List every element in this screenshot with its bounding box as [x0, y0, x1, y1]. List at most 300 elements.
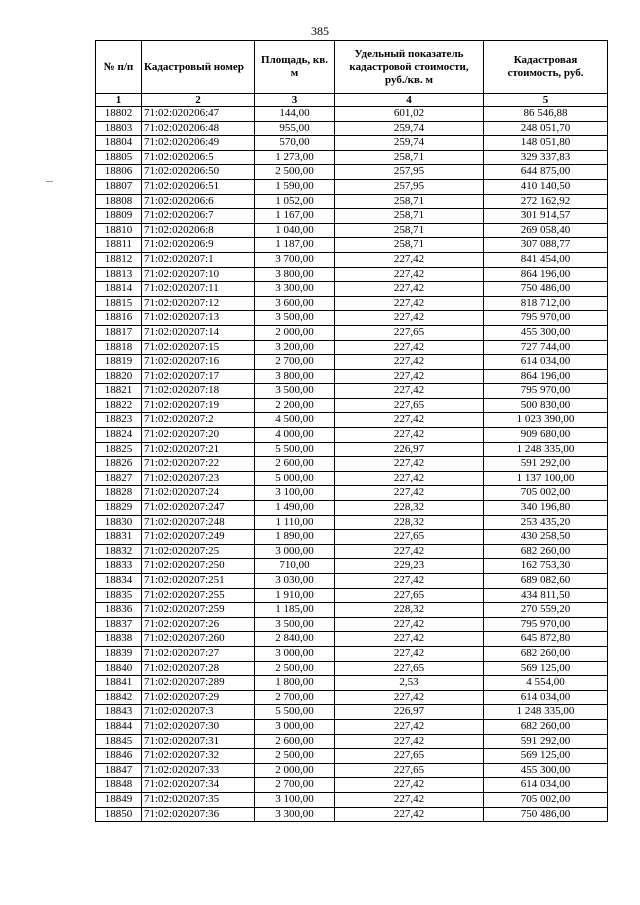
table-row [96, 369, 608, 384]
unit-value-cell: 226,97 [335, 442, 484, 457]
table-row [96, 603, 608, 618]
cadastral-number-cell: 71:02:020206:8 [142, 223, 255, 238]
table-row [96, 778, 608, 793]
table-row [96, 398, 608, 413]
table-row [96, 792, 608, 807]
unit-value-cell: 227,42 [335, 807, 484, 822]
row-number-cell: 18830 [96, 515, 142, 530]
area-cell: 3 300,00 [255, 807, 335, 822]
unit-value-cell: 227,42 [335, 574, 484, 589]
cadastral-number-cell: 71:02:020206:50 [142, 165, 255, 180]
table-row [96, 267, 608, 282]
table-row [96, 617, 608, 632]
row-number-cell: 18802 [96, 107, 142, 122]
area-cell: 1 273,00 [255, 150, 335, 165]
cadastral-number-cell: 71:02:020207:248 [142, 515, 255, 530]
area-cell: 3 800,00 [255, 369, 335, 384]
area-cell: 1 890,00 [255, 530, 335, 545]
row-number-cell: 18834 [96, 574, 142, 589]
row-number-cell: 18828 [96, 486, 142, 501]
table-row [96, 501, 608, 516]
table-row [96, 471, 608, 486]
row-number-cell: 18814 [96, 282, 142, 297]
table-row [96, 457, 608, 472]
area-cell: 3 500,00 [255, 384, 335, 399]
cadastral-number-cell: 71:02:020207:17 [142, 369, 255, 384]
area-cell: 2 200,00 [255, 398, 335, 413]
unit-value-cell: 257,95 [335, 165, 484, 180]
row-number-cell: 18832 [96, 544, 142, 559]
cadastral-number-cell: 71:02:020207:2 [142, 413, 255, 428]
col-header-area: Площадь, кв. м [255, 41, 335, 94]
area-cell: 3 700,00 [255, 252, 335, 267]
cadastral-number-cell: 71:02:020207:36 [142, 807, 255, 822]
cadastral-value-cell: 329 337,83 [484, 150, 608, 165]
table-row [96, 719, 608, 734]
header-row [96, 41, 608, 94]
table-row [96, 340, 608, 355]
cadastral-number-cell: 71:02:020207:33 [142, 763, 255, 778]
cadastral-number-cell: 71:02:020207:1 [142, 252, 255, 267]
table-row [96, 530, 608, 545]
cadastral-value-cell: 500 830,00 [484, 398, 608, 413]
row-number-cell: 18815 [96, 296, 142, 311]
table-row [96, 252, 608, 267]
row-number-cell: 18822 [96, 398, 142, 413]
row-number-cell: 18807 [96, 179, 142, 194]
cadastral-value-cell: 269 058,40 [484, 223, 608, 238]
unit-value-cell: 227,42 [335, 296, 484, 311]
area-cell: 2 500,00 [255, 165, 335, 180]
area-cell: 1 110,00 [255, 515, 335, 530]
cadastral-number-cell: 71:02:020206:47 [142, 107, 255, 122]
row-number-cell: 18848 [96, 778, 142, 793]
cadastral-value-cell: 410 140,50 [484, 179, 608, 194]
cadastral-value-cell: 430 258,50 [484, 530, 608, 545]
cadastral-number-cell: 71:02:020207:10 [142, 267, 255, 282]
table-body [96, 107, 608, 822]
row-number-cell: 18817 [96, 325, 142, 340]
cadastral-number-cell: 71:02:020207:34 [142, 778, 255, 793]
cadastral-number-cell: 71:02:020206:6 [142, 194, 255, 209]
table-row [96, 238, 608, 253]
table-row [96, 807, 608, 822]
cadastral-value-cell: 301 914,57 [484, 209, 608, 224]
area-cell: 3 000,00 [255, 646, 335, 661]
row-number-cell: 18845 [96, 734, 142, 749]
table-row [96, 749, 608, 764]
area-cell: 1 490,00 [255, 501, 335, 516]
cadastral-value-cell: 434 811,50 [484, 588, 608, 603]
row-number-cell: 18835 [96, 588, 142, 603]
unit-value-cell: 259,74 [335, 136, 484, 151]
cadastral-value-cell: 1 137 100,00 [484, 471, 608, 486]
area-cell: 3 500,00 [255, 311, 335, 326]
area-cell: 2 600,00 [255, 734, 335, 749]
cadastral-value-cell: 455 300,00 [484, 325, 608, 340]
row-number-cell: 18803 [96, 121, 142, 136]
area-cell: 2 700,00 [255, 778, 335, 793]
unit-value-cell: 227,65 [335, 661, 484, 676]
table-row [96, 588, 608, 603]
unit-value-cell: 229,23 [335, 559, 484, 574]
table-header [96, 41, 608, 107]
cadastral-number-cell: 71:02:020207:11 [142, 282, 255, 297]
area-cell: 2 000,00 [255, 763, 335, 778]
area-cell: 3 030,00 [255, 574, 335, 589]
unit-value-cell: 228,32 [335, 515, 484, 530]
area-cell: 3 600,00 [255, 296, 335, 311]
col-index-5: 5 [484, 94, 608, 107]
cadastral-table [95, 40, 608, 822]
cadastral-number-cell: 71:02:020206:7 [142, 209, 255, 224]
cadastral-number-cell: 71:02:020206:48 [142, 121, 255, 136]
cadastral-value-cell: 795 970,00 [484, 617, 608, 632]
unit-value-cell: 227,42 [335, 252, 484, 267]
cadastral-number-cell: 71:02:020207:28 [142, 661, 255, 676]
unit-value-cell: 227,42 [335, 311, 484, 326]
row-number-cell: 18820 [96, 369, 142, 384]
area-cell: 5 500,00 [255, 705, 335, 720]
col-header-unit-value: Удельный показатель кадастровой стоимости, руб./кв. м [335, 41, 484, 94]
unit-value-cell: 258,71 [335, 209, 484, 224]
row-number-cell: 18840 [96, 661, 142, 676]
unit-value-cell: 228,32 [335, 603, 484, 618]
area-cell: 5 500,00 [255, 442, 335, 457]
column-index-row [96, 94, 608, 107]
row-number-cell: 18824 [96, 428, 142, 443]
cadastral-number-cell: 71:02:020207:21 [142, 442, 255, 457]
cadastral-number-cell: 71:02:020207:19 [142, 398, 255, 413]
table-row [96, 107, 608, 122]
unit-value-cell: 227,42 [335, 544, 484, 559]
unit-value-cell: 228,32 [335, 501, 484, 516]
cadastral-value-cell: 645 872,80 [484, 632, 608, 647]
row-number-cell: 18846 [96, 749, 142, 764]
cadastral-value-cell: 270 559,20 [484, 603, 608, 618]
area-cell: 955,00 [255, 121, 335, 136]
cadastral-number-cell: 71:02:020207:247 [142, 501, 255, 516]
area-cell: 1 590,00 [255, 179, 335, 194]
area-cell: 3 000,00 [255, 544, 335, 559]
cadastral-value-cell: 705 002,00 [484, 792, 608, 807]
table-row [96, 121, 608, 136]
unit-value-cell: 227,42 [335, 632, 484, 647]
table-row [96, 544, 608, 559]
cadastral-number-cell: 71:02:020207:35 [142, 792, 255, 807]
cadastral-value-cell: 1 248 335,00 [484, 705, 608, 720]
page-number: 385 [311, 24, 329, 38]
cadastral-value-cell: 614 034,00 [484, 690, 608, 705]
cadastral-number-cell: 71:02:020207:12 [142, 296, 255, 311]
row-number-cell: 18816 [96, 311, 142, 326]
unit-value-cell: 227,65 [335, 588, 484, 603]
unit-value-cell: 227,42 [335, 384, 484, 399]
area-cell: 3 000,00 [255, 719, 335, 734]
row-number-cell: 18821 [96, 384, 142, 399]
area-cell: 1 040,00 [255, 223, 335, 238]
table-row [96, 355, 608, 370]
cadastral-value-cell: 569 125,00 [484, 661, 608, 676]
table-row [96, 325, 608, 340]
unit-value-cell: 259,74 [335, 121, 484, 136]
cadastral-number-cell: 71:02:020206:9 [142, 238, 255, 253]
cadastral-number-cell: 71:02:020207:18 [142, 384, 255, 399]
col-header-number: № п/п [96, 41, 142, 94]
table-row [96, 559, 608, 574]
unit-value-cell: 227,42 [335, 267, 484, 282]
area-cell: 570,00 [255, 136, 335, 151]
cadastral-number-cell: 71:02:020206:51 [142, 179, 255, 194]
cadastral-number-cell: 71:02:020207:3 [142, 705, 255, 720]
row-number-cell: 18841 [96, 676, 142, 691]
area-cell: 1 185,00 [255, 603, 335, 618]
area-cell: 2 700,00 [255, 690, 335, 705]
row-number-cell: 18804 [96, 136, 142, 151]
unit-value-cell: 227,42 [335, 778, 484, 793]
area-cell: 2 840,00 [255, 632, 335, 647]
table-row [96, 428, 608, 443]
area-cell: 3 500,00 [255, 617, 335, 632]
unit-value-cell: 227,42 [335, 369, 484, 384]
cadastral-value-cell: 841 454,00 [484, 252, 608, 267]
unit-value-cell: 227,42 [335, 340, 484, 355]
table-row [96, 311, 608, 326]
cadastral-number-cell: 71:02:020207:260 [142, 632, 255, 647]
unit-value-cell: 227,42 [335, 719, 484, 734]
table-row [96, 632, 608, 647]
cadastral-value-cell: 272 162,92 [484, 194, 608, 209]
row-number-cell: 18825 [96, 442, 142, 457]
area-cell: 5 000,00 [255, 471, 335, 486]
area-cell: 2 500,00 [255, 749, 335, 764]
cadastral-value-cell: 795 970,00 [484, 384, 608, 399]
col-header-cadastral-value: Кадастровая стоимость, руб. [484, 41, 608, 94]
cadastral-value-cell: 644 875,00 [484, 165, 608, 180]
cadastral-value-cell: 455 300,00 [484, 763, 608, 778]
row-number-cell: 18849 [96, 792, 142, 807]
unit-value-cell: 2,53 [335, 676, 484, 691]
unit-value-cell: 227,42 [335, 471, 484, 486]
row-number-cell: 18819 [96, 355, 142, 370]
area-cell: 3 100,00 [255, 792, 335, 807]
table-row [96, 676, 608, 691]
cadastral-value-cell: 750 486,00 [484, 807, 608, 822]
cadastral-value-cell: 162 753,30 [484, 559, 608, 574]
cadastral-value-cell: 591 292,00 [484, 457, 608, 472]
table-row [96, 296, 608, 311]
area-cell: 2 600,00 [255, 457, 335, 472]
area-cell: 144,00 [255, 107, 335, 122]
cadastral-value-cell: 682 260,00 [484, 719, 608, 734]
table-row [96, 150, 608, 165]
cadastral-value-cell: 1 023 390,00 [484, 413, 608, 428]
cadastral-value-cell: 248 051,70 [484, 121, 608, 136]
table-row [96, 705, 608, 720]
cadastral-number-cell: 71:02:020207:259 [142, 603, 255, 618]
row-number-cell: 18847 [96, 763, 142, 778]
area-cell: 3 300,00 [255, 282, 335, 297]
cadastral-value-cell: 909 680,00 [484, 428, 608, 443]
cadastral-number-cell: 71:02:020207:250 [142, 559, 255, 574]
cadastral-number-cell: 71:02:020207:251 [142, 574, 255, 589]
cadastral-number-cell: 71:02:020207:31 [142, 734, 255, 749]
row-number-cell: 18810 [96, 223, 142, 238]
cadastral-number-cell: 71:02:020207:26 [142, 617, 255, 632]
table-row [96, 136, 608, 151]
table-row [96, 646, 608, 661]
cadastral-value-cell: 614 034,00 [484, 778, 608, 793]
table-row [96, 486, 608, 501]
cadastral-number-cell: 71:02:020207:14 [142, 325, 255, 340]
row-number-cell: 18812 [96, 252, 142, 267]
col-index-3: 3 [255, 94, 335, 107]
cadastral-number-cell: 71:02:020207:16 [142, 355, 255, 370]
cadastral-value-cell: 614 034,00 [484, 355, 608, 370]
cadastral-value-cell: 818 712,00 [484, 296, 608, 311]
unit-value-cell: 258,71 [335, 238, 484, 253]
cadastral-number-cell: 71:02:020207:20 [142, 428, 255, 443]
cadastral-number-cell: 71:02:020207:22 [142, 457, 255, 472]
row-number-cell: 18850 [96, 807, 142, 822]
unit-value-cell: 227,42 [335, 646, 484, 661]
col-index-2: 2 [142, 94, 255, 107]
area-cell: 2 500,00 [255, 661, 335, 676]
cadastral-value-cell: 307 088,77 [484, 238, 608, 253]
unit-value-cell: 227,42 [335, 355, 484, 370]
row-number-cell: 18811 [96, 238, 142, 253]
col-index-4: 4 [335, 94, 484, 107]
cadastral-value-cell: 864 196,00 [484, 369, 608, 384]
unit-value-cell: 226,97 [335, 705, 484, 720]
area-cell: 3 100,00 [255, 486, 335, 501]
cadastral-value-cell: 253 435,20 [484, 515, 608, 530]
unit-value-cell: 227,65 [335, 763, 484, 778]
unit-value-cell: 227,42 [335, 457, 484, 472]
cadastral-number-cell: 71:02:020207:32 [142, 749, 255, 764]
row-number-cell: 18839 [96, 646, 142, 661]
area-cell: 710,00 [255, 559, 335, 574]
row-number-cell: 18829 [96, 501, 142, 516]
cadastral-value-cell: 727 744,00 [484, 340, 608, 355]
cadastral-number-cell: 71:02:020207:289 [142, 676, 255, 691]
cadastral-number-cell: 71:02:020207:255 [142, 588, 255, 603]
area-cell: 1 187,00 [255, 238, 335, 253]
table-row [96, 282, 608, 297]
row-number-cell: 18838 [96, 632, 142, 647]
area-cell: 1 052,00 [255, 194, 335, 209]
row-number-cell: 18826 [96, 457, 142, 472]
col-header-cadastral-number: Кадастровый номер [142, 41, 255, 94]
unit-value-cell: 227,65 [335, 398, 484, 413]
unit-value-cell: 258,71 [335, 194, 484, 209]
cadastral-value-cell: 148 051,80 [484, 136, 608, 151]
row-number-cell: 18823 [96, 413, 142, 428]
table-row [96, 223, 608, 238]
cadastral-number-cell: 71:02:020206:49 [142, 136, 255, 151]
row-number-cell: 18833 [96, 559, 142, 574]
row-number-cell: 18842 [96, 690, 142, 705]
margin-mark [46, 181, 53, 182]
unit-value-cell: 227,42 [335, 690, 484, 705]
row-number-cell: 18831 [96, 530, 142, 545]
area-cell: 2 000,00 [255, 325, 335, 340]
cadastral-value-cell: 569 125,00 [484, 749, 608, 764]
row-number-cell: 18827 [96, 471, 142, 486]
unit-value-cell: 227,65 [335, 325, 484, 340]
unit-value-cell: 227,42 [335, 413, 484, 428]
unit-value-cell: 227,42 [335, 617, 484, 632]
unit-value-cell: 227,42 [335, 282, 484, 297]
unit-value-cell: 258,71 [335, 150, 484, 165]
cadastral-value-cell: 86 546,88 [484, 107, 608, 122]
row-number-cell: 18808 [96, 194, 142, 209]
table-row [96, 661, 608, 676]
table-row [96, 165, 608, 180]
cadastral-value-cell: 750 486,00 [484, 282, 608, 297]
area-cell: 4 500,00 [255, 413, 335, 428]
table-row [96, 179, 608, 194]
unit-value-cell: 227,42 [335, 486, 484, 501]
area-cell: 1 800,00 [255, 676, 335, 691]
cadastral-value-cell: 682 260,00 [484, 646, 608, 661]
unit-value-cell: 227,42 [335, 734, 484, 749]
table-row [96, 209, 608, 224]
row-number-cell: 18806 [96, 165, 142, 180]
unit-value-cell: 601,02 [335, 107, 484, 122]
cadastral-number-cell: 71:02:020207:24 [142, 486, 255, 501]
row-number-cell: 18843 [96, 705, 142, 720]
table-row [96, 384, 608, 399]
cadastral-number-cell: 71:02:020207:249 [142, 530, 255, 545]
row-number-cell: 18836 [96, 603, 142, 618]
table-row [96, 515, 608, 530]
table-row [96, 442, 608, 457]
area-cell: 1 910,00 [255, 588, 335, 603]
row-number-cell: 18809 [96, 209, 142, 224]
unit-value-cell: 257,95 [335, 179, 484, 194]
cadastral-value-cell: 591 292,00 [484, 734, 608, 749]
unit-value-cell: 258,71 [335, 223, 484, 238]
table-row [96, 413, 608, 428]
row-number-cell: 18818 [96, 340, 142, 355]
cadastral-number-cell: 71:02:020207:25 [142, 544, 255, 559]
area-cell: 3 200,00 [255, 340, 335, 355]
area-cell: 1 167,00 [255, 209, 335, 224]
col-index-1: 1 [96, 94, 142, 107]
cadastral-number-cell: 71:02:020207:27 [142, 646, 255, 661]
cadastral-value-cell: 864 196,00 [484, 267, 608, 282]
cadastral-value-cell: 1 248 335,00 [484, 442, 608, 457]
cadastral-value-cell: 4 554,00 [484, 676, 608, 691]
row-number-cell: 18805 [96, 150, 142, 165]
cadastral-number-cell: 71:02:020207:30 [142, 719, 255, 734]
table-row [96, 734, 608, 749]
cadastral-value-cell: 689 082,60 [484, 574, 608, 589]
area-cell: 3 800,00 [255, 267, 335, 282]
table-row [96, 690, 608, 705]
table-row [96, 194, 608, 209]
cadastral-number-cell: 71:02:020207:13 [142, 311, 255, 326]
area-cell: 2 700,00 [255, 355, 335, 370]
cadastral-value-cell: 340 196,80 [484, 501, 608, 516]
row-number-cell: 18844 [96, 719, 142, 734]
unit-value-cell: 227,65 [335, 530, 484, 545]
unit-value-cell: 227,42 [335, 428, 484, 443]
cadastral-number-cell: 71:02:020207:15 [142, 340, 255, 355]
row-number-cell: 18813 [96, 267, 142, 282]
unit-value-cell: 227,65 [335, 749, 484, 764]
